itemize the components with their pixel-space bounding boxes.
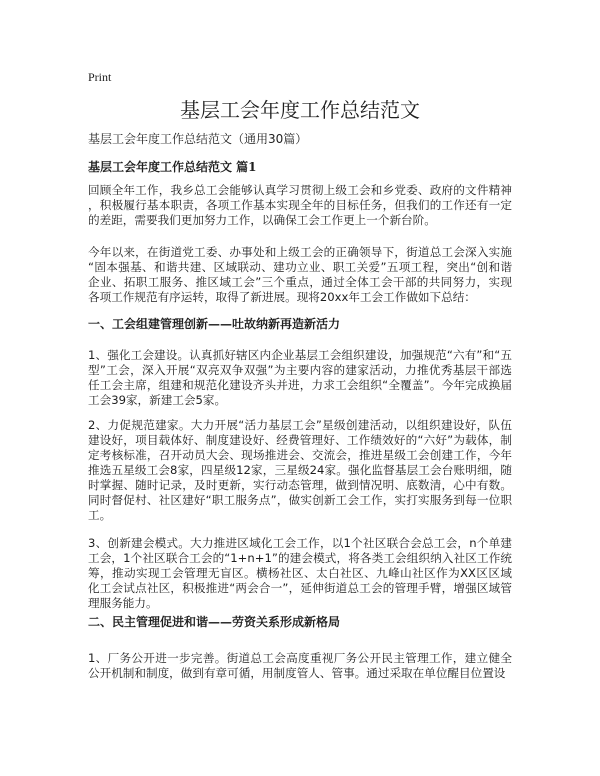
text-line: 的差距，需要我们更加努力工作，以确保工会工作更上一个新台阶。 bbox=[88, 213, 436, 227]
section-heading bbox=[88, 317, 512, 332]
text-line: 建设好，项目载体好、制度建设好、经费管理好、工作绩效好的“六好”为载体，制 bbox=[88, 433, 512, 447]
text-line: 工。 bbox=[88, 508, 112, 522]
paragraph bbox=[88, 536, 512, 611]
article-heading bbox=[88, 160, 512, 175]
print-link[interactable]: Print bbox=[88, 70, 112, 84]
heading-text: 基层工会年度工作总结范文 篇1 bbox=[88, 160, 257, 174]
document-subtitle: 基层工会年度工作总结范文（通用30篇） bbox=[88, 132, 308, 146]
paragraph bbox=[88, 418, 512, 523]
text-line: 定考核标准，召开动员大会、现场推进会、交流会，推进星级工会创建工作，今年 bbox=[88, 448, 512, 462]
text-line: 各项工作规范有序运转，取得了新进展。现将20xx年工会工作做如下总结： bbox=[88, 290, 476, 304]
heading-text: 二、民主管理促进和谐——劳资关系形成新格局 bbox=[88, 615, 341, 629]
text-line: 时掌握、随时记录，及时更新，实行动态管理，做到情况明、底数清，心中有数。 bbox=[88, 478, 512, 492]
section-heading bbox=[88, 615, 512, 630]
text-line: ，积极履行基本职责，各项工作基本实现全年的目标任务，但我们的工作还有一定 bbox=[88, 198, 512, 212]
text-line: 1、强化工会建设。认真抓好辖区内企业基层工会组织建设，加强规范“六有”和“五 bbox=[88, 348, 512, 362]
text-line: 工会，1个社区联合工会的“1+n+1”的建会模式，将各类工会组织纳入社区工作统 bbox=[88, 551, 512, 565]
paragraph bbox=[88, 651, 512, 681]
text-line: 理服务能力。 bbox=[88, 596, 158, 610]
text-line: 型”工会，深入开展“双亮双争双强”为主要内容的建家活动，力推优秀基层干部选 bbox=[88, 363, 512, 377]
text-line: 同时督促村、社区建好“职工服务点”，做实创新工会工作，实打实服务到每一位职 bbox=[88, 493, 512, 507]
page-title: 基层工会年度工作总结范文 bbox=[180, 98, 420, 122]
heading-text: 一、工会组建管理创新——吐故纳新再造新活力 bbox=[88, 317, 341, 331]
text-line: 筹，推动实现工会管理无盲区。横杨社区、太白社区、九峰山社区作为XX区区域 bbox=[88, 566, 512, 580]
paragraph bbox=[88, 348, 512, 408]
text-line: 推选五星级工会8家，四星级12家，三星级24家。强化监督基层工会台账明细，随 bbox=[88, 463, 512, 477]
paragraph bbox=[88, 183, 512, 228]
text-line: “固本强基、和谐共建、区域联动、建功立业、职工关爱”五项工程，突出“创和谐 bbox=[88, 260, 512, 274]
text-line: 化工会试点社区，积极推进“两会合一”，延伸街道总工会的管理手臂，增强区域管 bbox=[88, 581, 512, 595]
text-line: 任工会主席，组建和规范化建设齐头并进，力求工会组织“全覆盖”。今年完成换届 bbox=[88, 378, 512, 392]
text-line: 工会39家，新建工会5家。 bbox=[88, 393, 227, 407]
text-line: 回顾全年工作，我乡总工会能够认真学习贯彻上级工会和乡党委、政府的文件精神 bbox=[88, 183, 512, 197]
text-line: 3、创新建会模式。大力推进区域化工会工作，以1个社区联合会总工会，n个单建 bbox=[88, 536, 512, 550]
text-line: 今年以来，在街道党工委、办事处和上级工会的正确领导下，街道总工会深入实施 bbox=[88, 245, 512, 259]
text-line: 2、力促规范建家。大力开展“活力基层工会”星级创建活动，以组织建设好，队伍 bbox=[88, 418, 512, 432]
text-line: 企业、拓职工服务、推区域工会”三个重点，通过全体工会干部的共同努力，实现 bbox=[88, 275, 512, 289]
text-line: 公开机制和制度，做到有章可循，用制度管人、管事。通过采取在单位醒目位置设 bbox=[88, 666, 506, 680]
paragraph bbox=[88, 245, 512, 305]
text-line: 1、厂务公开进一步完善。街道总工会高度重视厂务公开民主管理工作，建立健全 bbox=[88, 651, 512, 665]
